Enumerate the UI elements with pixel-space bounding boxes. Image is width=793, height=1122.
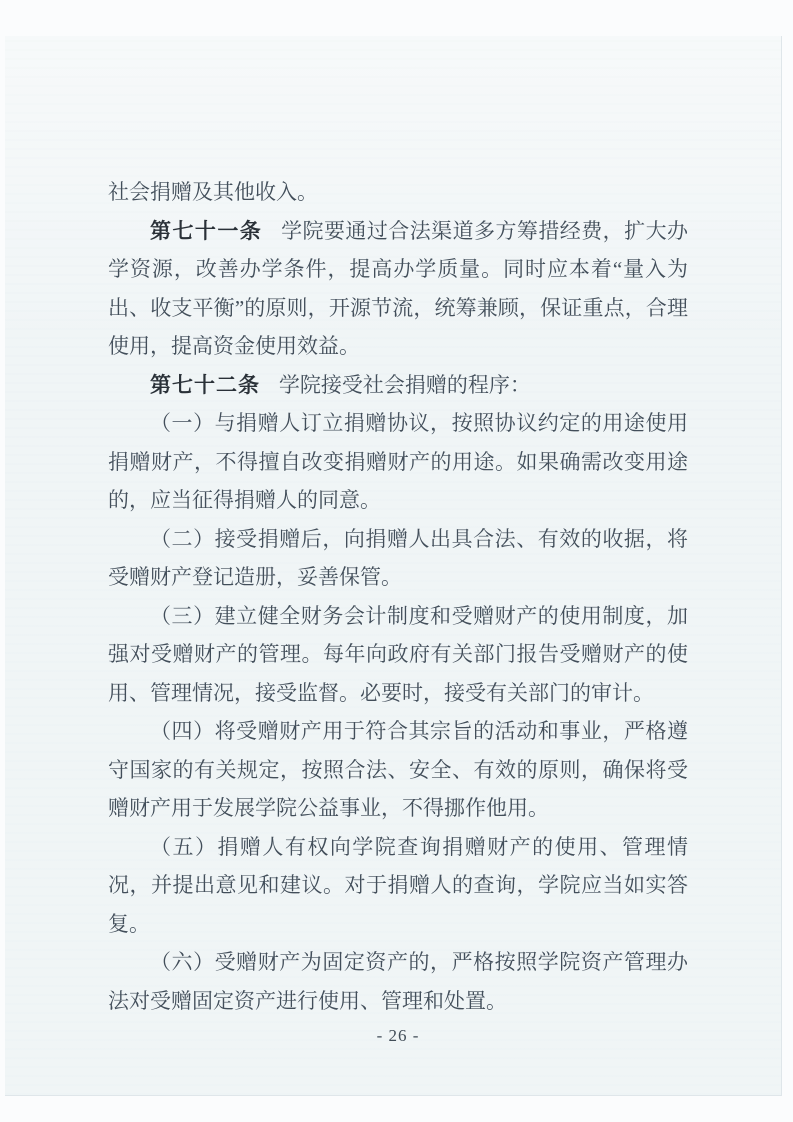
paragraph-item-5	[108, 828, 688, 944]
paragraph-item-6	[108, 943, 688, 1020]
paragraph-text: （一）与捐赠人订立捐赠协议，按照协议约定的用途使用捐赠财产，不得擅自改变捐赠财产的用途。如果确需改变用途的，应当征得捐赠人的同意。	[108, 411, 688, 512]
paragraph-text: 学院要通过合法渠道多方筹措经费，扩大办学资源，改善办学条件，提高办学质量。同时应本着“量入为出、收支平衡”的原则，开源节流，统筹兼顾，保证重点，合理使用，提高资金使用效益。	[108, 218, 689, 358]
paragraph-article-72	[108, 366, 688, 405]
document-body	[108, 173, 688, 1020]
paragraph-item-3	[108, 597, 688, 713]
paper-sheet	[5, 36, 782, 1096]
paragraph-text: （二）接受捐赠后，向捐赠人出具合法、有效的收据，将受赠财产登记造册，妥善保管。	[108, 526, 688, 589]
page-number: - 26 -	[376, 1026, 420, 1045]
paragraph-article-71	[108, 212, 688, 366]
article-number-71: 第七十一条	[150, 218, 263, 243]
paragraph-text: （四）将受赠财产用于符合其宗旨的活动和事业，严格遵守国家的有关规定，按照合法、安全、有效的原则，确保将受赠财产用于发展学院公益事业，不得挪作他用。	[108, 719, 688, 820]
article-number-72: 第七十二条	[150, 372, 260, 397]
paragraph-item-2	[108, 520, 688, 597]
paragraph-item-1	[108, 404, 688, 520]
paragraph-text: （六）受赠财产为固定资产的，严格按照学院资产管理办法对受赠固定资产进行使用、管理和处置。	[108, 950, 688, 1013]
paragraph-text: （五）捐赠人有权向学院查询捐赠财产的使用、管理情况，并提出意见和建议。对于捐赠人的查询，学院应当如实答复。	[108, 834, 688, 936]
paragraph-continuation	[108, 173, 688, 212]
paragraph-item-4	[108, 712, 688, 828]
paragraph-text: 社会捐赠及其他收入。	[108, 180, 318, 204]
paragraph-text: （三）建立健全财务会计制度和受赠财产的使用制度，加强对受赠财产的管理。每年向政府有关部门报告受赠财产的使用、管理情况，接受监督。必要时，接受有关部门的审计。	[108, 603, 688, 705]
paragraph-text: 学院接受社会捐赠的程序：	[278, 372, 531, 397]
